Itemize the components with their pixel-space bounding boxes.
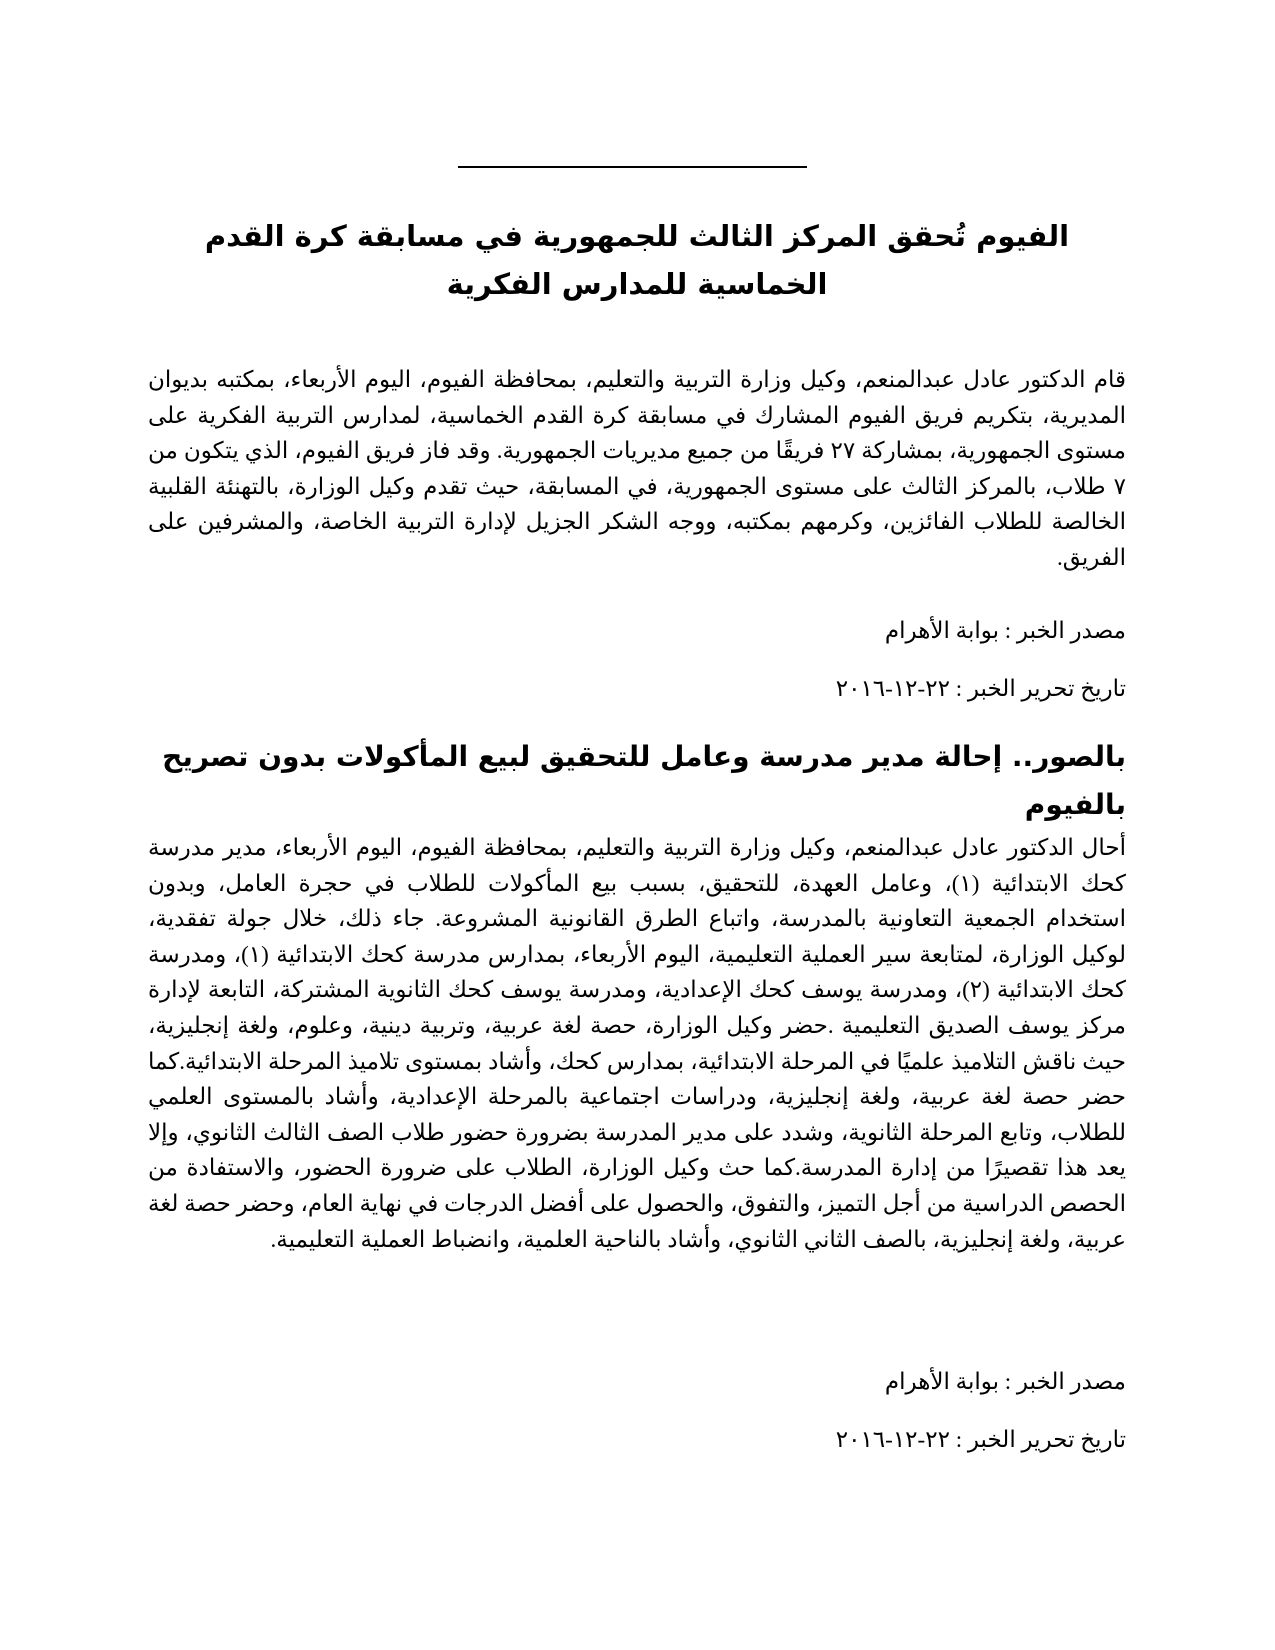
article-2-body: أحال الدكتور عادل عبدالمنعم، وكيل وزارة التربية والتعليم، بمحافظة الفيوم، اليوم الأربعاء، مدير مدرسة كحك الابتدائية (١)، وعامل العهدة، للتحقيق، بسبب بيع المأكولات للطلاب في حجرة العامل، وبدون استخدام الجمعية التعاونية بالمدرسة، واتباع الطرق القانونية المشروعة. جاء ذلك، خلال جولة تفقدية، لوكيل الوزارة، لمتابعة سير العملية التعليمية، اليوم الأربعاء، بمدارس مدرسة كحك الابتدائية (١)، ومدرسة كحك الابتدائية (٢)، ومدرسة يوسف كحك الإعدادية، ومدرسة يوسف كحك الثانوية المشتركة، التابعة لإدارة مركز يوسف الصديق التعليمية .حضر وكيل الوزارة، حصة لغة عربية، وتربية دينية، وعلوم، ولغة إنجليزية، حيث ناقش التلاميذ علميًا في المرحلة الابتدائية، بمدارس كحك، وأشاد بمستوى تلاميذ المرحلة الابتدائية.كما حضر حصة لغة عربية، ولغة إنجليزية، ودراسات اجتماعية بالمرحلة الإعدادية، وأشاد بالمستوى العلمي للطلاب، وتابع المرحلة الثانوية، وشدد على مدير المدرسة بضرورة حضور طلاب الصف الثالث الثانوي، وإلا يعد هذا تقصيرًا من إدارة المدرسة.كما حث وكيل الوزارة، الطلاب على ضرورة الحضور، والاستفادة من الحصص الدراسية من أجل التميز، والتفوق، والحصول على أفضل الدرجات في نهاية العام، وحضر حصة لغة عربية، ولغة إنجليزية، بالصف الثاني الثانوي، وأشاد بالناحية العلمية، وانضباط العملية التعليمية. — [148, 835, 1127, 1252]
article-1-source: مصدر الخبر : بوابة الأهرام — [884, 618, 1126, 643]
article-2-date: تاريخ تحرير الخبر : ٢٢-١٢-٢٠١٦ — [835, 1427, 1126, 1452]
article-2-source: مصدر الخبر : بوابة الأهرام — [884, 1369, 1126, 1394]
article-2-headline: بالصور.. إحالة مدير مدرسة وعامل للتحقيق لبيع المأكولات بدون تصريح بالفيوم — [162, 740, 1126, 821]
article-column — [148, 0, 1126, 1650]
article-1-headline: الفيوم تُحقق المركز الثالث للجمهورية في مسابقة كرة القدم الخماسية للمدارس الفكرية — [204, 219, 1070, 301]
article-1-date: تاريخ تحرير الخبر : ٢٢-١٢-٢٠١٦ — [835, 676, 1126, 701]
article-1-body: قام الدكتور عادل عبدالمنعم، وكيل وزارة التربية والتعليم، بمحافظة الفيوم، اليوم الأربعاء، بمكتبه بديوان المديرية، بتكريم فريق الفيوم المشارك في مسابقة كرة القدم الخماسية، لمدارس التربية الفكرية على مستوى الجمهورية، بمشاركة ٢٧ فريقًا من جميع مديريات الجمهورية. وقد فاز فريق الفيوم، الذي يتكون من ٧ طلاب، بالمركز الثالث على مستوى الجمهورية، في المسابقة، حيث تقدم وكيل الوزارة، بالتهنئة القلبية الخالصة للطلاب الفائزين، وكرمهم بمكتبه، ووجه الشكر الجزيل لإدارة التربية الخاصة، والمشرفين على الفريق. — [148, 367, 1127, 570]
